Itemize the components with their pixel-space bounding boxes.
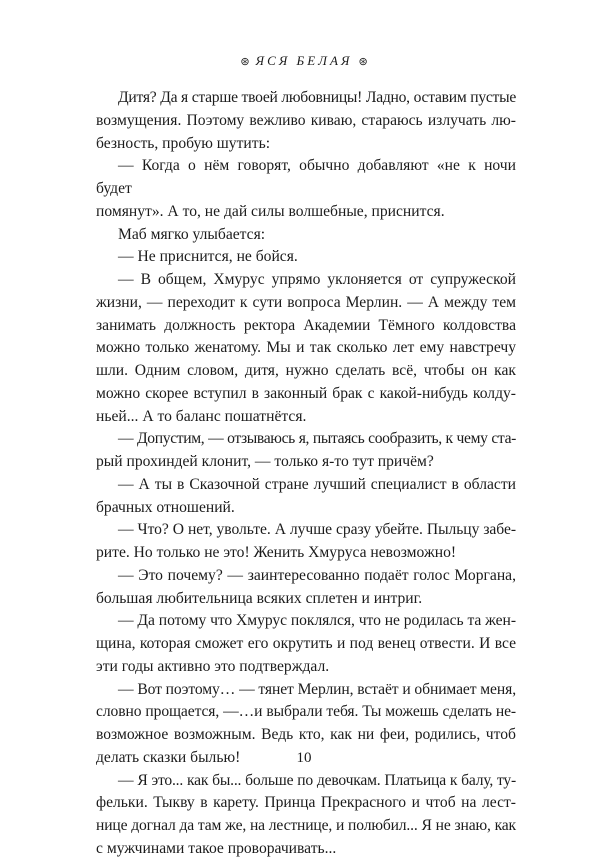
text-line: рый прохиндей клонит, — только я-то тут причём? <box>96 453 434 470</box>
text-line: шли. Одним словом, дитя, нужно сделать всё, чтобы он как <box>96 362 516 379</box>
text-line: — Не приснится, не бойся. <box>118 248 298 266</box>
text-line: — Что? О нет, увольте. А лучше сразу убейте. Пыльцу забе- <box>118 521 516 539</box>
text-line: — Я это... как бы... больше по девочкам. Платьица к балу, ту- <box>118 771 516 789</box>
text-line: возмущения. Поэтому вежливо киваю, стараюсь излучать лю- <box>96 111 516 129</box>
body-text <box>96 87 516 861</box>
text-line: — Допустим, — отзываюсь я, пытаясь сообразить, к чему ста- <box>118 430 516 448</box>
text-line: — Да потому что Хмурус поклялся, что не родилась та жен- <box>118 612 516 630</box>
ornament-right-icon: ⊛ <box>358 56 368 68</box>
text-line: ньей... А то баланс пошатнётся. <box>96 407 307 425</box>
text-line: — Вот поэтому… — тянет Мерлин, встаёт и обнимает меня, <box>118 680 516 698</box>
text-line: брачных отношений. <box>96 498 235 516</box>
text-line: безность, пробую шутить: <box>96 134 271 152</box>
text-line: — Когда о нём говорят, обычно добавляют «не к ночи будет <box>96 157 516 197</box>
text-line: фельки. Тыкву в карету. Принца Прекрасного и чтоб на лест- <box>96 794 516 812</box>
text-line: нице догнал да там же, на лестнице, и полюбил... Я не знаю, как <box>96 817 516 834</box>
text-line: эти годы активно это подтверждал. <box>96 657 330 675</box>
text-line: рите. Но только не это! Женить Хмуруса невозможно! <box>96 544 457 561</box>
text-line: — В общем, Хмурус упрямо уклоняется от супружеской <box>118 271 516 288</box>
text-line: занимать должность ректора Академии Тёмного колдовства <box>96 316 516 334</box>
running-header <box>0 53 608 69</box>
text-line: возможное возможным. Ведь кто, как ни феи, родились, чтоб <box>96 726 516 743</box>
page-number: 10 <box>296 750 312 766</box>
text-line: — А ты в Сказочной стране лучший специалист в области <box>118 475 516 493</box>
text-line: с мужчинами такое проворачивать... <box>96 839 337 857</box>
text-line: большая любительница всяких сплетен и интриг. <box>96 589 423 607</box>
ornament-left-icon: ⊛ <box>240 56 250 68</box>
text-line: жизни, — переходит к сути вопроса Мерлин. — А между тем <box>96 293 516 311</box>
text-line: щина, которая сможет его окрутить и под венец отвести. И все <box>96 635 516 652</box>
running-header-title: ЯСЯ БЕЛАЯ <box>255 53 353 68</box>
text-line: делать сказки былью! <box>96 748 241 766</box>
text-line: словно прощается, —…и выбрали тебя. Ты можешь сделать не- <box>96 703 516 721</box>
text-line: можно скорее вступил в законный брак с какой-нибудь колду- <box>96 384 516 402</box>
text-line: — Это почему? — заинтересованно подаёт голос Моргана, <box>118 566 516 584</box>
text-line: можно только женатому. Мы и так сколько лет ему навстречу <box>96 339 516 357</box>
text-line: помянут». А то, не дай силы волшебные, приснится. <box>96 202 445 220</box>
text-line: Дитя? Да я старше твоей любовницы! Ладно, оставим пустые <box>118 89 516 106</box>
text-line: Маб мягко улыбается: <box>118 225 266 243</box>
